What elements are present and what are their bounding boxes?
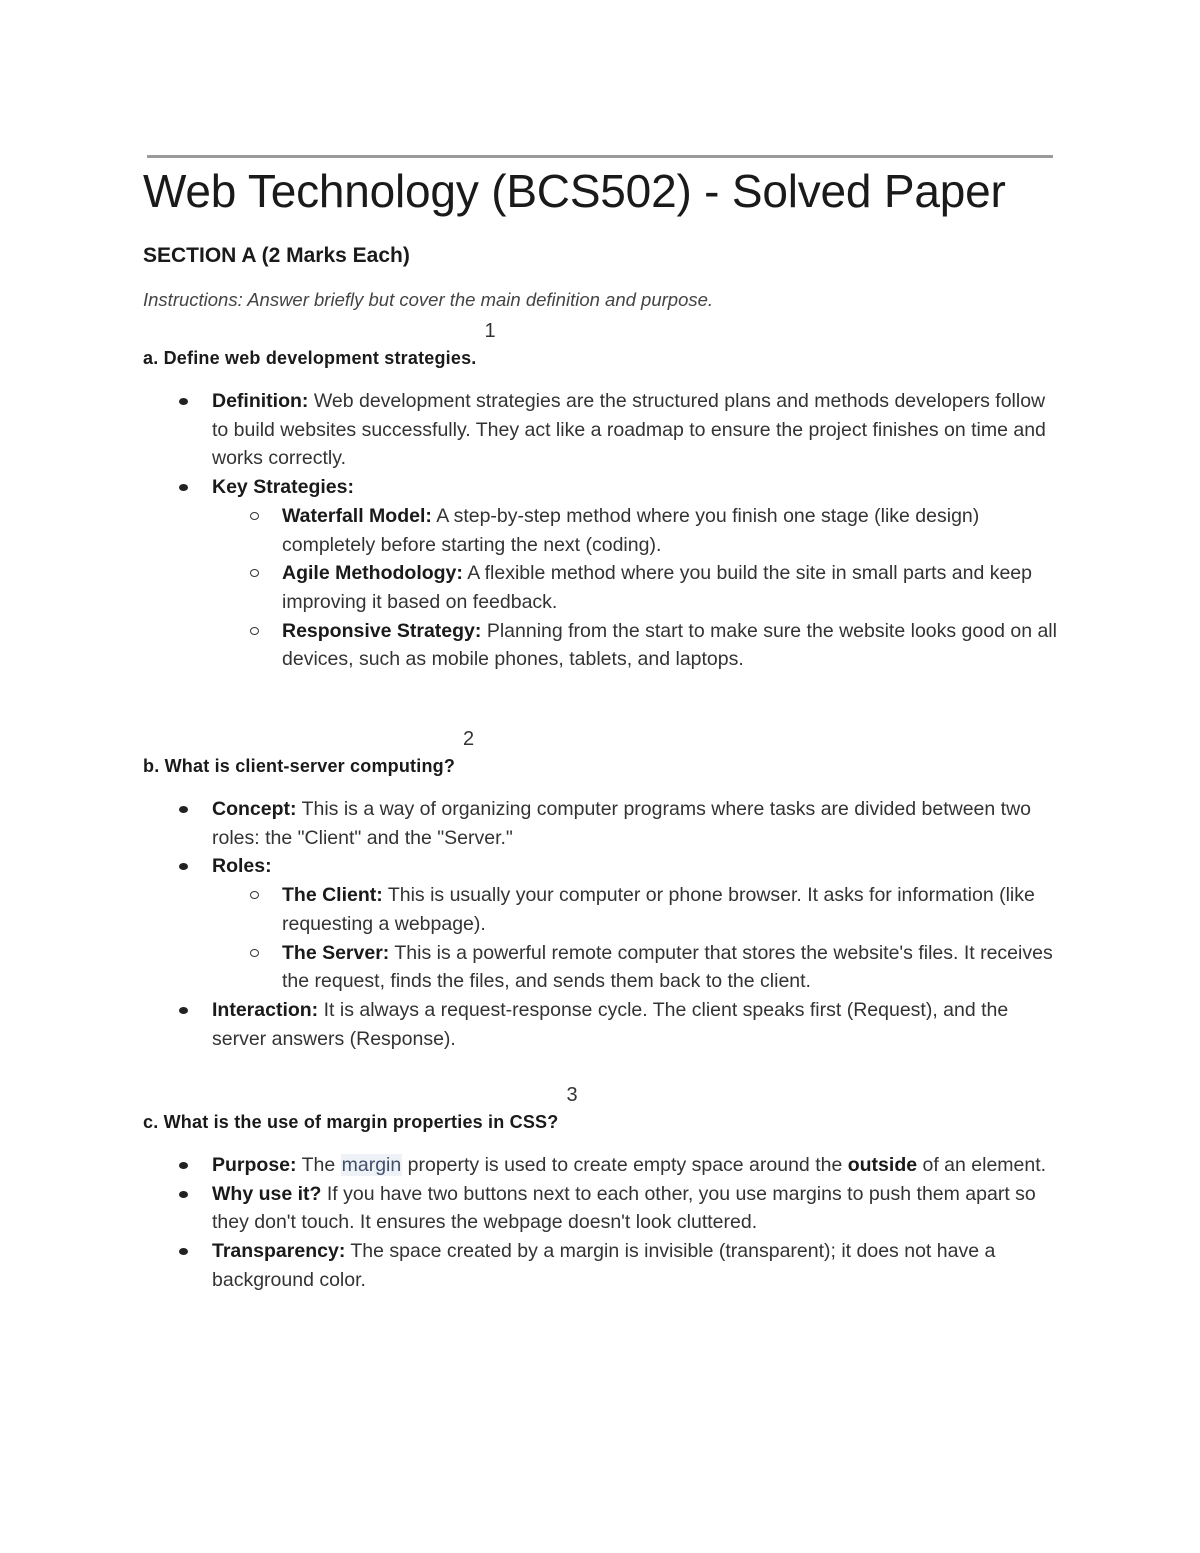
bullet-icon xyxy=(179,398,188,405)
question-c-heading-text: c. What is the use of margin properties in CSS? xyxy=(143,1112,559,1132)
document-title: Web Technology (BCS502) - Solved Paper xyxy=(143,165,1006,217)
list-item xyxy=(143,996,1058,1053)
list-item xyxy=(143,387,1058,473)
sub-list-item xyxy=(212,502,1058,559)
question-c-bullets xyxy=(143,1151,1058,1295)
list-item xyxy=(143,1237,1058,1294)
bullet-text: This is a way of organizing computer programs where tasks are divided between two roles: the "Client" and the "Server." xyxy=(212,798,1031,849)
sub-list xyxy=(212,881,1058,996)
question-b-heading-text: b. What is client-server computing? xyxy=(143,756,456,776)
bullet-label: Why use it? xyxy=(212,1182,322,1205)
circle-bullet-icon xyxy=(250,891,259,899)
circle-bullet-icon xyxy=(250,949,259,957)
sub-list-item xyxy=(212,939,1058,996)
sub-item-text: This is usually your computer or phone browser. It asks for information (like requesting a webpage). xyxy=(282,884,1035,935)
sub-list-item xyxy=(212,617,1058,674)
bullet-label: Transparency: xyxy=(212,1240,346,1263)
bullet-text: property is used to create empty space around the xyxy=(402,1154,848,1176)
list-item xyxy=(143,1180,1058,1237)
bullet-label: Roles: xyxy=(212,855,272,878)
document-page xyxy=(143,0,1058,1553)
question-b-heading xyxy=(143,728,1058,777)
circle-bullet-icon xyxy=(250,569,259,577)
question-b xyxy=(143,728,1058,1053)
sub-item-text: Planning from the start to make sure the website looks good on all devices, such as mobile phones, tablets, and laptops. xyxy=(282,619,1057,671)
bullet-icon xyxy=(179,1248,188,1255)
bullet-icon xyxy=(179,484,188,491)
horizontal-rule xyxy=(147,155,1053,158)
bullet-text: of an element. xyxy=(917,1154,1047,1176)
bullet-label: Interaction: xyxy=(212,998,319,1021)
footnote-3[interactable]: 3 xyxy=(566,1084,578,1106)
sub-item-label: Agile Methodology: xyxy=(282,562,463,585)
question-c-heading xyxy=(143,1084,1058,1133)
instructions-text: Instructions: Answer briefly but cover the main definition and purpose. xyxy=(143,289,714,310)
bullet-label: Definition: xyxy=(212,390,309,412)
inline-code: margin xyxy=(341,1154,402,1176)
list-item xyxy=(143,1151,1058,1180)
bullet-icon xyxy=(179,1162,188,1169)
bullet-text: The space created by a margin is invisible (transparent); it does not have a background color. xyxy=(212,1240,996,1291)
emphasis-text: outside xyxy=(847,1154,918,1176)
question-a-heading-text: a. Define web development strategies. xyxy=(143,348,477,368)
bullet-text: If you have two buttons next to each other, you use margins to push them apart so they don't touch. It ensures the webpage doesn't look cluttered. xyxy=(212,1182,1036,1234)
bullet-label: Purpose: xyxy=(212,1154,297,1176)
question-b-bullets xyxy=(143,795,1058,1053)
list-item xyxy=(143,473,1058,674)
sub-item-label: Waterfall Model: xyxy=(282,504,432,527)
circle-bullet-icon xyxy=(250,627,259,635)
question-a-heading xyxy=(143,320,1058,369)
sub-item-text: A flexible method where you build the site in small parts and keep improving it based on feedback. xyxy=(282,562,1032,613)
sub-list xyxy=(212,502,1058,674)
footnote-2[interactable]: 2 xyxy=(463,728,475,750)
bullet-icon xyxy=(179,863,188,870)
bullet-icon xyxy=(179,806,188,813)
bullet-icon xyxy=(179,1007,188,1014)
list-item xyxy=(143,795,1058,852)
bullet-text: The xyxy=(296,1154,341,1176)
circle-bullet-icon xyxy=(250,512,259,520)
section-heading: SECTION A (2 Marks Each) xyxy=(143,244,410,267)
sub-item-label: The Client: xyxy=(282,884,383,907)
sub-item-label: Responsive Strategy: xyxy=(282,619,482,642)
list-item xyxy=(143,852,1058,996)
question-c xyxy=(143,1084,1058,1295)
question-a-bullets xyxy=(143,387,1058,674)
bullet-label: Key Strategies: xyxy=(212,476,354,499)
sub-item-text: This is a powerful remote computer that stores the website's files. It receives the request, finds the files, and sends them back to the client. xyxy=(282,941,1053,993)
bullet-label: Concept: xyxy=(212,798,297,820)
sub-list-item xyxy=(212,559,1058,616)
bullet-text: Web development strategies are the structured plans and methods developers follow to build websites successfully. They act like a roadmap to ensure the project finishes on time and works correctly. xyxy=(212,390,1046,470)
bullet-icon xyxy=(179,1191,188,1198)
sub-list-item xyxy=(212,881,1058,938)
sub-item-text: A step-by-step method where you finish one stage (like design) completely before starting the next (coding). xyxy=(282,504,980,556)
bullet-text: It is always a request-response cycle. The client speaks first (Request), and the server answers (Response). xyxy=(212,998,1009,1050)
footnote-1[interactable]: 1 xyxy=(484,320,496,342)
question-a xyxy=(143,320,1058,674)
sub-item-label: The Server: xyxy=(282,941,390,964)
